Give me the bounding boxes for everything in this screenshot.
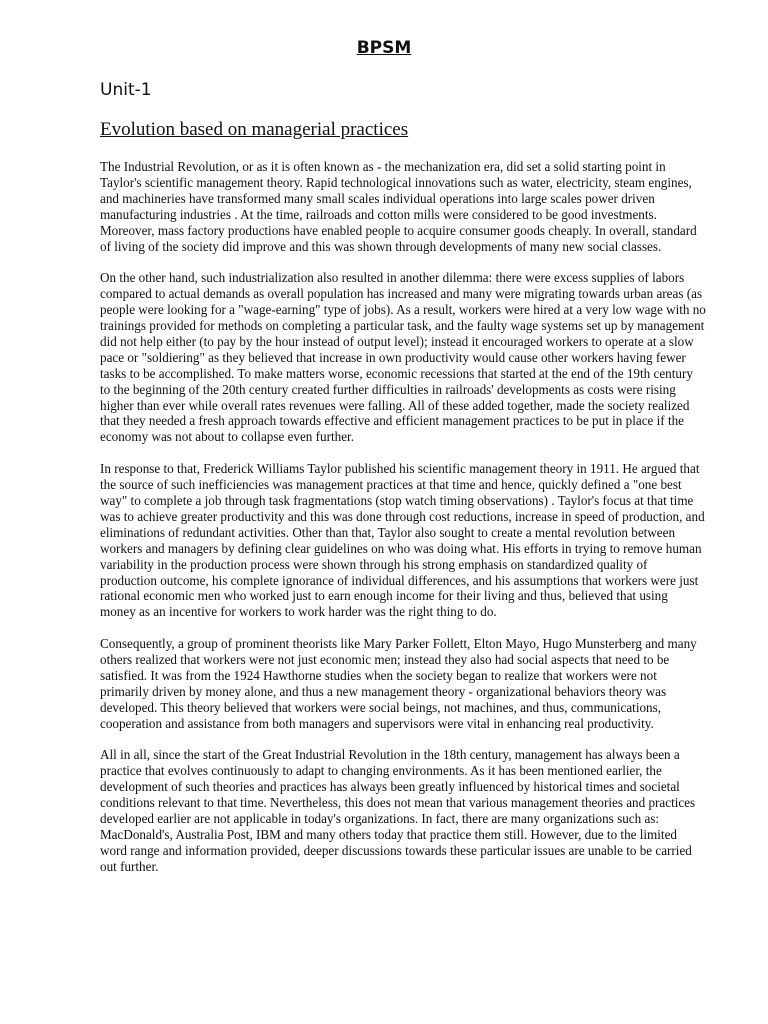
paragraph-5: All in all, since the start of the Great Industrial Revolution in the 18th century, management has always been a practice that evolves continuously to adapt to changing environments. As it has been mentioned earlier, the development of such theories and practices has always been greatly influenced by historical times and societal conditions relevant to that time. Nevertheless, this does not mean that various management theories and practices developed earlier are not applicable in today's organizations. In fact, there are many organizations such as: MacDonald's, Australia Post, IBM and many others today that practice them still. However, due to the limited word range and information provided, deeper discussions towards these particular issues are unable to be carried out further.: [100, 747, 696, 874]
paragraph-1: The Industrial Revolution, or as it is often known as - the mechanization era, did set a solid starting point in Taylor's scientific management theory. Rapid technological innovations such as water, electricity, steam engines, and machineries have transformed many small scales individual operations into large scales power driven manufacturing industries . At the time, railroads and cotton mills were considered to be good investments. Moreover, mass factory productions have enabled people to acquire consumer goods cheaply. In overall, standard of living of the society did improve and this was shown through developments of many new social classes.: [100, 159, 697, 254]
paragraph-4: Consequently, a group of prominent theorists like Mary Parker Follett, Elton Mayo, Hugo Munsterberg and many others realized that workers were not just economic men; instead they also had social aspects that need to be satisfied. It was from the 1924 Hawthorne studies when the society began to realize that workers were not primarily driven by money alone, and thus a new management theory - organizational behaviors theory was developed. This theory believed that workers were social beings, not machines, and thus, communications, cooperation and assistance from both managers and supervisors were vital in enhancing real productivity.: [100, 636, 697, 731]
section-heading: Evolution based on managerial practices: [100, 119, 409, 140]
document-title: BPSM: [356, 38, 412, 58]
paragraph-2: On the other hand, such industrialization also resulted in another dilemma: there were excess supplies of labors compared to actual demands as overall population has increased and many were migrating towards urban areas (as people were looking for a "wage-earning" type of jobs). As a result, workers were hired at a very low wage with no trainings provided for methods on completing a particular task, and the faulty wage systems set up by management did not help either (to pay by the hour instead of output level); instead it encouraged workers to operate at a slow pace or "soldiering" as they believed that increase in own productivity would cause other workers having fewer tasks to be accomplished. To make matters worse, economic recessions that started at the end of the 19th century to the beginning of the 20th century created further difficulties in railroads' developments as costs were rising higher than ever while overall rates revenues were falling. All of these added together, made the society realized that they needed a fresh approach towards effective and efficient management practices to be put in place if the economy was not about to collapse even further.: [100, 270, 706, 445]
unit-heading: Unit-1: [100, 80, 152, 100]
paragraph-3: In response to that, Frederick Williams Taylor published his scientific management theory in 1911. He argued that the source of such inefficiencies was management practices at that time and hence, quickly defined a "one best way" to complete a job through task fragmentations (stop watch timing observations) . Taylor's focus at that time was to achieve greater productivity and this was done through cost reductions, increase in speed of production, and eliminations of redundant activities. Other than that, Taylor also sought to create a mental revolution between workers and managers by defining clear guidelines on who was doing what. His efforts in trying to remove human variability in the production process were shown through his strong emphasis on standardized quality of production outcome, his complete ignorance of individual differences, and his assumptions that workers were just rational economic men who worked just to earn enough income for their living and thus, believed that using money as an incentive for workers to work harder was the right thing to do.: [100, 461, 705, 620]
body-text: [100, 159, 706, 891]
